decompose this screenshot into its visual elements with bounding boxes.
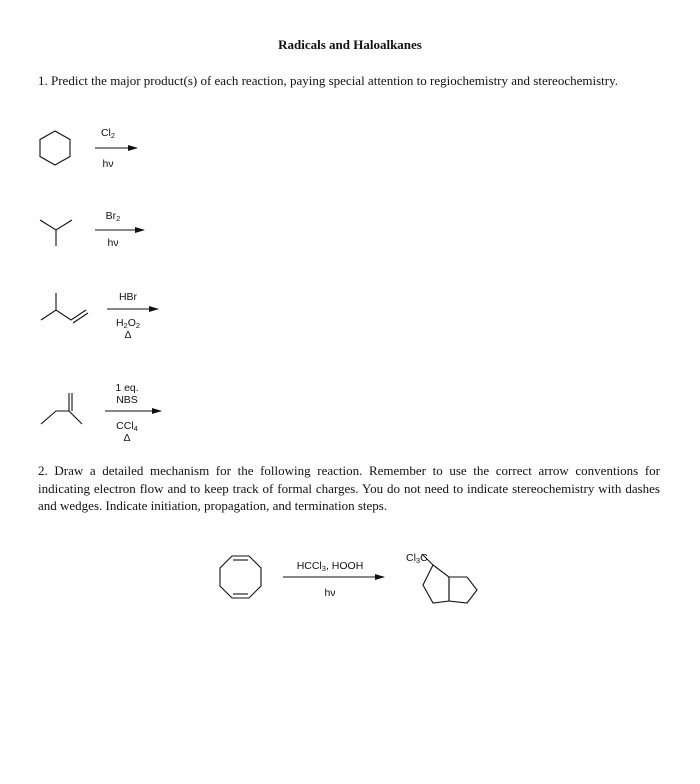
isobutane-structure [40, 220, 72, 230]
cyclooctadiene-structure [220, 556, 261, 598]
r4-reagent-below-1: CCl4 [116, 420, 138, 433]
q2-reagent-below: hν [324, 587, 336, 599]
alkene-structure-4 [41, 411, 82, 424]
bicyclic-product-left-ring [423, 565, 449, 603]
r1-reagent-below: hν [102, 158, 114, 170]
question-1-text: 1. Predict the major product(s) of each reaction, paying special attention to regiochemistry and stereochemistry. [38, 73, 618, 88]
product-label: Cl3C [406, 552, 428, 565]
r3-reagent-above: HBr [118, 291, 138, 303]
bicyclic-product-right-ring [449, 577, 477, 603]
r4-reagent-above-1: 1 eq. [115, 382, 139, 394]
r3-reagent-below-1: H2O2 [115, 317, 141, 330]
cyclohexane-structure [40, 131, 70, 165]
page-title: Radicals and Haloalkanes [278, 37, 422, 52]
r2-reagent-above: Br2 [105, 210, 121, 223]
r1-reagent-above: Cl2 [100, 127, 116, 140]
r4-reagent-above-2: NBS [116, 394, 138, 406]
r4-reagent-below-2: Δ [123, 432, 131, 444]
r2-reagent-below: hν [107, 237, 119, 249]
question-2-text: 2. Draw a detailed mechanism for the following reaction. Remember to use the correct arrow conventions for indicating electron flow and to keep track of formal charges. You do not need to indicate stereochemistry with dashes and wedges. Indicate initiation, propagation, and termination steps. [38, 463, 660, 513]
q2-reagent-above: HCCl3, HOOH [296, 560, 364, 573]
r3-reagent-below-2: Δ [124, 329, 132, 341]
